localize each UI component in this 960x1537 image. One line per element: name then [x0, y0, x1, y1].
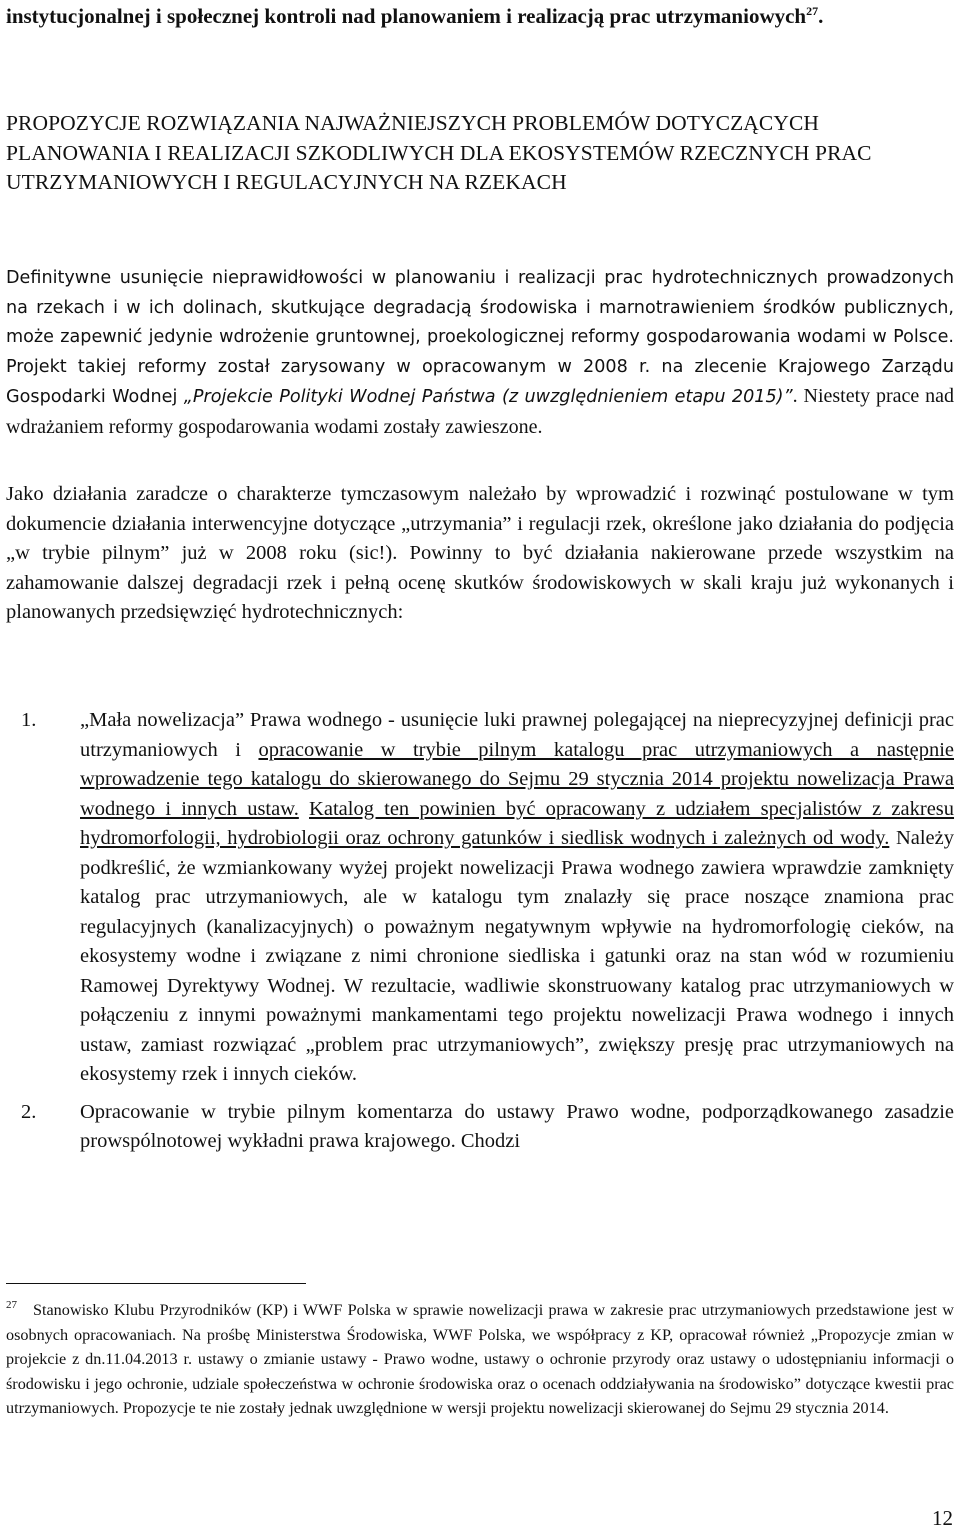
footnote-text: Stanowisko Klubu Przyrodników (KP) i WWF Polska w sprawie nowelizacji prawa w zakresie prac utrzymaniowych przedstawione jest w osobnych opracowaniach. Na prośbę Ministerstwa Środowiska, WWF Polska, we współpracy z KP, opracował również „Propozycje zmian w projekcie z dn.11.04.2013 r. ustawy o zmianie ustawy - Prawo wodne, ustawy o ochronie przyrody oraz ustawy o udostępnianiu informacji o środowisku i jego ochronie, udziale społeczeństwa w ochronie środowiska oraz o ocenach oddziaływania na środowisko” dotyczące kwestii prac utrzymaniowych. Propozycje te nie zostały jednak uwzględnione w wersji projektu nowelizacji skierowanej do Sejmu 29 stycznia 2014. — [6, 1301, 954, 1417]
list-item — [6, 706, 954, 1090]
list-item-text-part: „Mała nowelizacja” Prawa wodnego - usunięcie luki prawnej polegającej na nieprecyzyjnej definicji prac utrzymaniowych i — [80, 709, 954, 761]
footnote-number: 27 — [6, 1299, 17, 1311]
list-item — [6, 1098, 954, 1157]
paragraph-reform — [6, 264, 954, 443]
footnote-reference[interactable]: 27 — [806, 4, 819, 18]
intro-paragraph — [6, 0, 954, 29]
paragraph-reform-text: Definitywne usunięcie nieprawidłowości w planowaniu i realizacji prac hydrotechnicznych prowadzonych na rzekach i w ich dolinach, skutkujące degradacją środowiska i marnotrawieniem środków publicznych, może zapewnić jedynie wdrożenie gruntownej, proekologicznej reformy gospodarowania wodami w Polsce. Projekt takiej reformy został zarysowany w opracowanym w 2008 r. na zlecenie Krajowego Zarządu Gospodarki Wodnej — [6, 268, 954, 407]
intro-end: . — [818, 4, 824, 28]
list-item-text — [80, 706, 954, 1090]
intro-text: instytucjonalnej i społecznej kontroli nad planowaniem i realizacją prac utrzymaniowych — [6, 4, 807, 28]
list-item-text: Opracowanie w trybie pilnym komentarza do ustawy Prawo wodne, podporządkowanego zasadzie prowspólnotowej wykładni prawa krajowego. Chodzi — [80, 1100, 954, 1152]
section-heading: PROPOZYCJE ROZWIĄZANIA NAJWAŻNIEJSZYCH PROBLEMÓW DOTYCZĄCYCH PLANOWANIA I REALIZACJI SZKODLIWYCH DLA EKOSYSTEMÓW RZECZNYCH PRAC UTRZYMANIOWYCH I REGULACYJNYCH NA RZEKACH — [6, 111, 872, 194]
footnote — [6, 1293, 954, 1421]
underlined-text: Katalog ten powinien być opracowany z udziałem specjalistów z zakresu hydromorfologii, hydrobiologii oraz ochrony gatunków i siedlisk wodnych i zależnych od wody. — [80, 797, 955, 849]
paragraph-reform-tail: . Niestety prace nad wdrażaniem reformy gospodarowania wodami zostały zawieszone. — [6, 385, 954, 438]
policy-title-italic: „Projekcie Polityki Wodnej Państwa (z uwzględnieniem etapu 2015)” — [183, 387, 793, 407]
list-item-number: 2. — [21, 1100, 37, 1123]
proposal-list — [6, 706, 954, 1157]
footnote-separator — [6, 1283, 306, 1284]
list-item-text-part — [299, 798, 309, 820]
underlined-text: opracowanie w trybie pilnym katalogu prac utrzymaniowych a następnie wprowadzenie tego katalogu do skierowanego do Sejmu 29 stycznia 2014 projektu nowelizacja Prawa wodnego i innych ustaw. — [80, 738, 954, 820]
list-item-text-part: Należy podkreślić, że wzmiankowany wyżej projekt nowelizacji Prawa wodnego zawiera wprawdzie zamknięty katalog prac utrzymaniowych, ale w katalogu tym znalazły się prace noszące znamiona prac regulacyjnych (kanalizacyjnych) o poważnym negatywnym wpływie na hydromorfologię cieków, na ekosystemy wodne i związane z nimi chronione siedliska i gatunki oraz na stan wód w rozumieniu Ramowej Dyrektywy Wodnej. W rezultacie, wadliwie skonstruowany katalog prac utrzymaniowych w połączeniu z innymi poważnymi mankamentami tego projektu nowelizacji Prawa wodnego i innych ustaw, zamiast rozwiązać „problem prac utrzymaniowych”, zwiększy presję prac utrzymaniowych na ekosystemy rzek i innych cieków. — [80, 827, 954, 1085]
paragraph-interim-actions: Jako działania zaradcze o charakterze tymczasowym należało by wprowadzić i rozwinąć postulowane w tym dokumencie działania interwencyjne dotyczące „utrzymania” i regulacji rzek, określone jako działania do podjęcia „w trybie pilnym” już w 2008 roku (sic!). Powinny to być działania nakierowane przede wszystkim na zahamowanie dalszej degradacji rzek i pełną ocenę skutków środowiskowych w skali kraju już wykonanych i planowanych przedsięwzięć hydrotechnicznych: — [6, 483, 954, 623]
list-item-number: 1. — [21, 709, 37, 731]
page-number: 12 — [932, 1506, 953, 1530]
